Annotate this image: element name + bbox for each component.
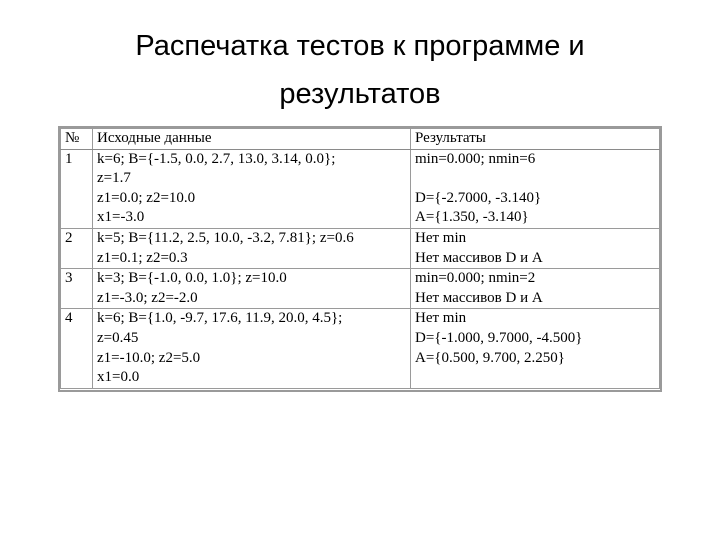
- result-line: Нет массивов D и A: [415, 289, 543, 306]
- header-number: №: [61, 129, 93, 150]
- input-data-cell: [93, 149, 411, 228]
- input-data-cell: [93, 228, 411, 268]
- input-data-line: z1=0.0; z2=10.0: [97, 189, 196, 206]
- page-title: [0, 22, 720, 118]
- result-line: A={1.350, -3.140}: [415, 209, 529, 226]
- table-row: [61, 269, 660, 309]
- row-number: 3: [61, 269, 93, 309]
- result-cell: [411, 309, 660, 388]
- input-data-line: x1=-3.0: [97, 209, 145, 226]
- input-data-line: z1=-10.0; z2=5.0: [97, 349, 201, 366]
- result-cell: [411, 228, 660, 268]
- result-line: D={-1.000, 9.7000, -4.500}: [415, 329, 583, 346]
- result-cell: [411, 149, 660, 228]
- row-number: 1: [61, 149, 93, 228]
- input-data-line: z1=0.1; z2=0.3: [97, 249, 188, 266]
- input-data-line: k=5; B={11.2, 2.5, 10.0, -3.2, 7.81}; z=0.6: [97, 229, 354, 246]
- table-row: [61, 149, 660, 228]
- row-number: 4: [61, 309, 93, 388]
- result-line: Нет массивов D и A: [415, 249, 543, 266]
- input-data-line: z=1.7: [97, 170, 131, 187]
- row-number: 2: [61, 228, 93, 268]
- result-line: A={0.500, 9.700, 2.250}: [415, 349, 565, 366]
- input-data-line: z1=-3.0; z2=-2.0: [97, 289, 198, 306]
- result-line: [415, 169, 655, 189]
- input-data-line: k=6; B={-1.5, 0.0, 2.7, 13.0, 3.14, 0.0};: [97, 150, 336, 167]
- input-data-line: k=3; B={-1.0, 0.0, 1.0}; z=10.0: [97, 270, 287, 287]
- input-data-line: z=0.45: [97, 329, 139, 346]
- input-data-line: x1=0.0: [97, 369, 140, 386]
- result-line: Нет min: [415, 229, 467, 246]
- result-line: Нет min: [415, 310, 467, 327]
- header-results: Результаты: [411, 129, 660, 150]
- table-row: [61, 309, 660, 388]
- input-data-line: k=6; B={1.0, -9.7, 17.6, 11.9, 20.0, 4.5};: [97, 310, 343, 327]
- title-line-1: Распечатка тестов к программе и: [135, 30, 585, 62]
- title-line-2: результатов: [279, 78, 441, 110]
- table-header-row: [61, 129, 660, 150]
- header-input-data: Исходные данные: [93, 129, 411, 150]
- input-data-cell: [93, 269, 411, 309]
- result-line: min=0.000; nmin=6: [415, 150, 536, 167]
- result-cell: [411, 269, 660, 309]
- test-results-table: [58, 126, 662, 392]
- result-line: D={-2.7000, -3.140}: [415, 189, 542, 206]
- table-row: [61, 228, 660, 268]
- input-data-cell: [93, 309, 411, 388]
- result-line: min=0.000; nmin=2: [415, 270, 536, 287]
